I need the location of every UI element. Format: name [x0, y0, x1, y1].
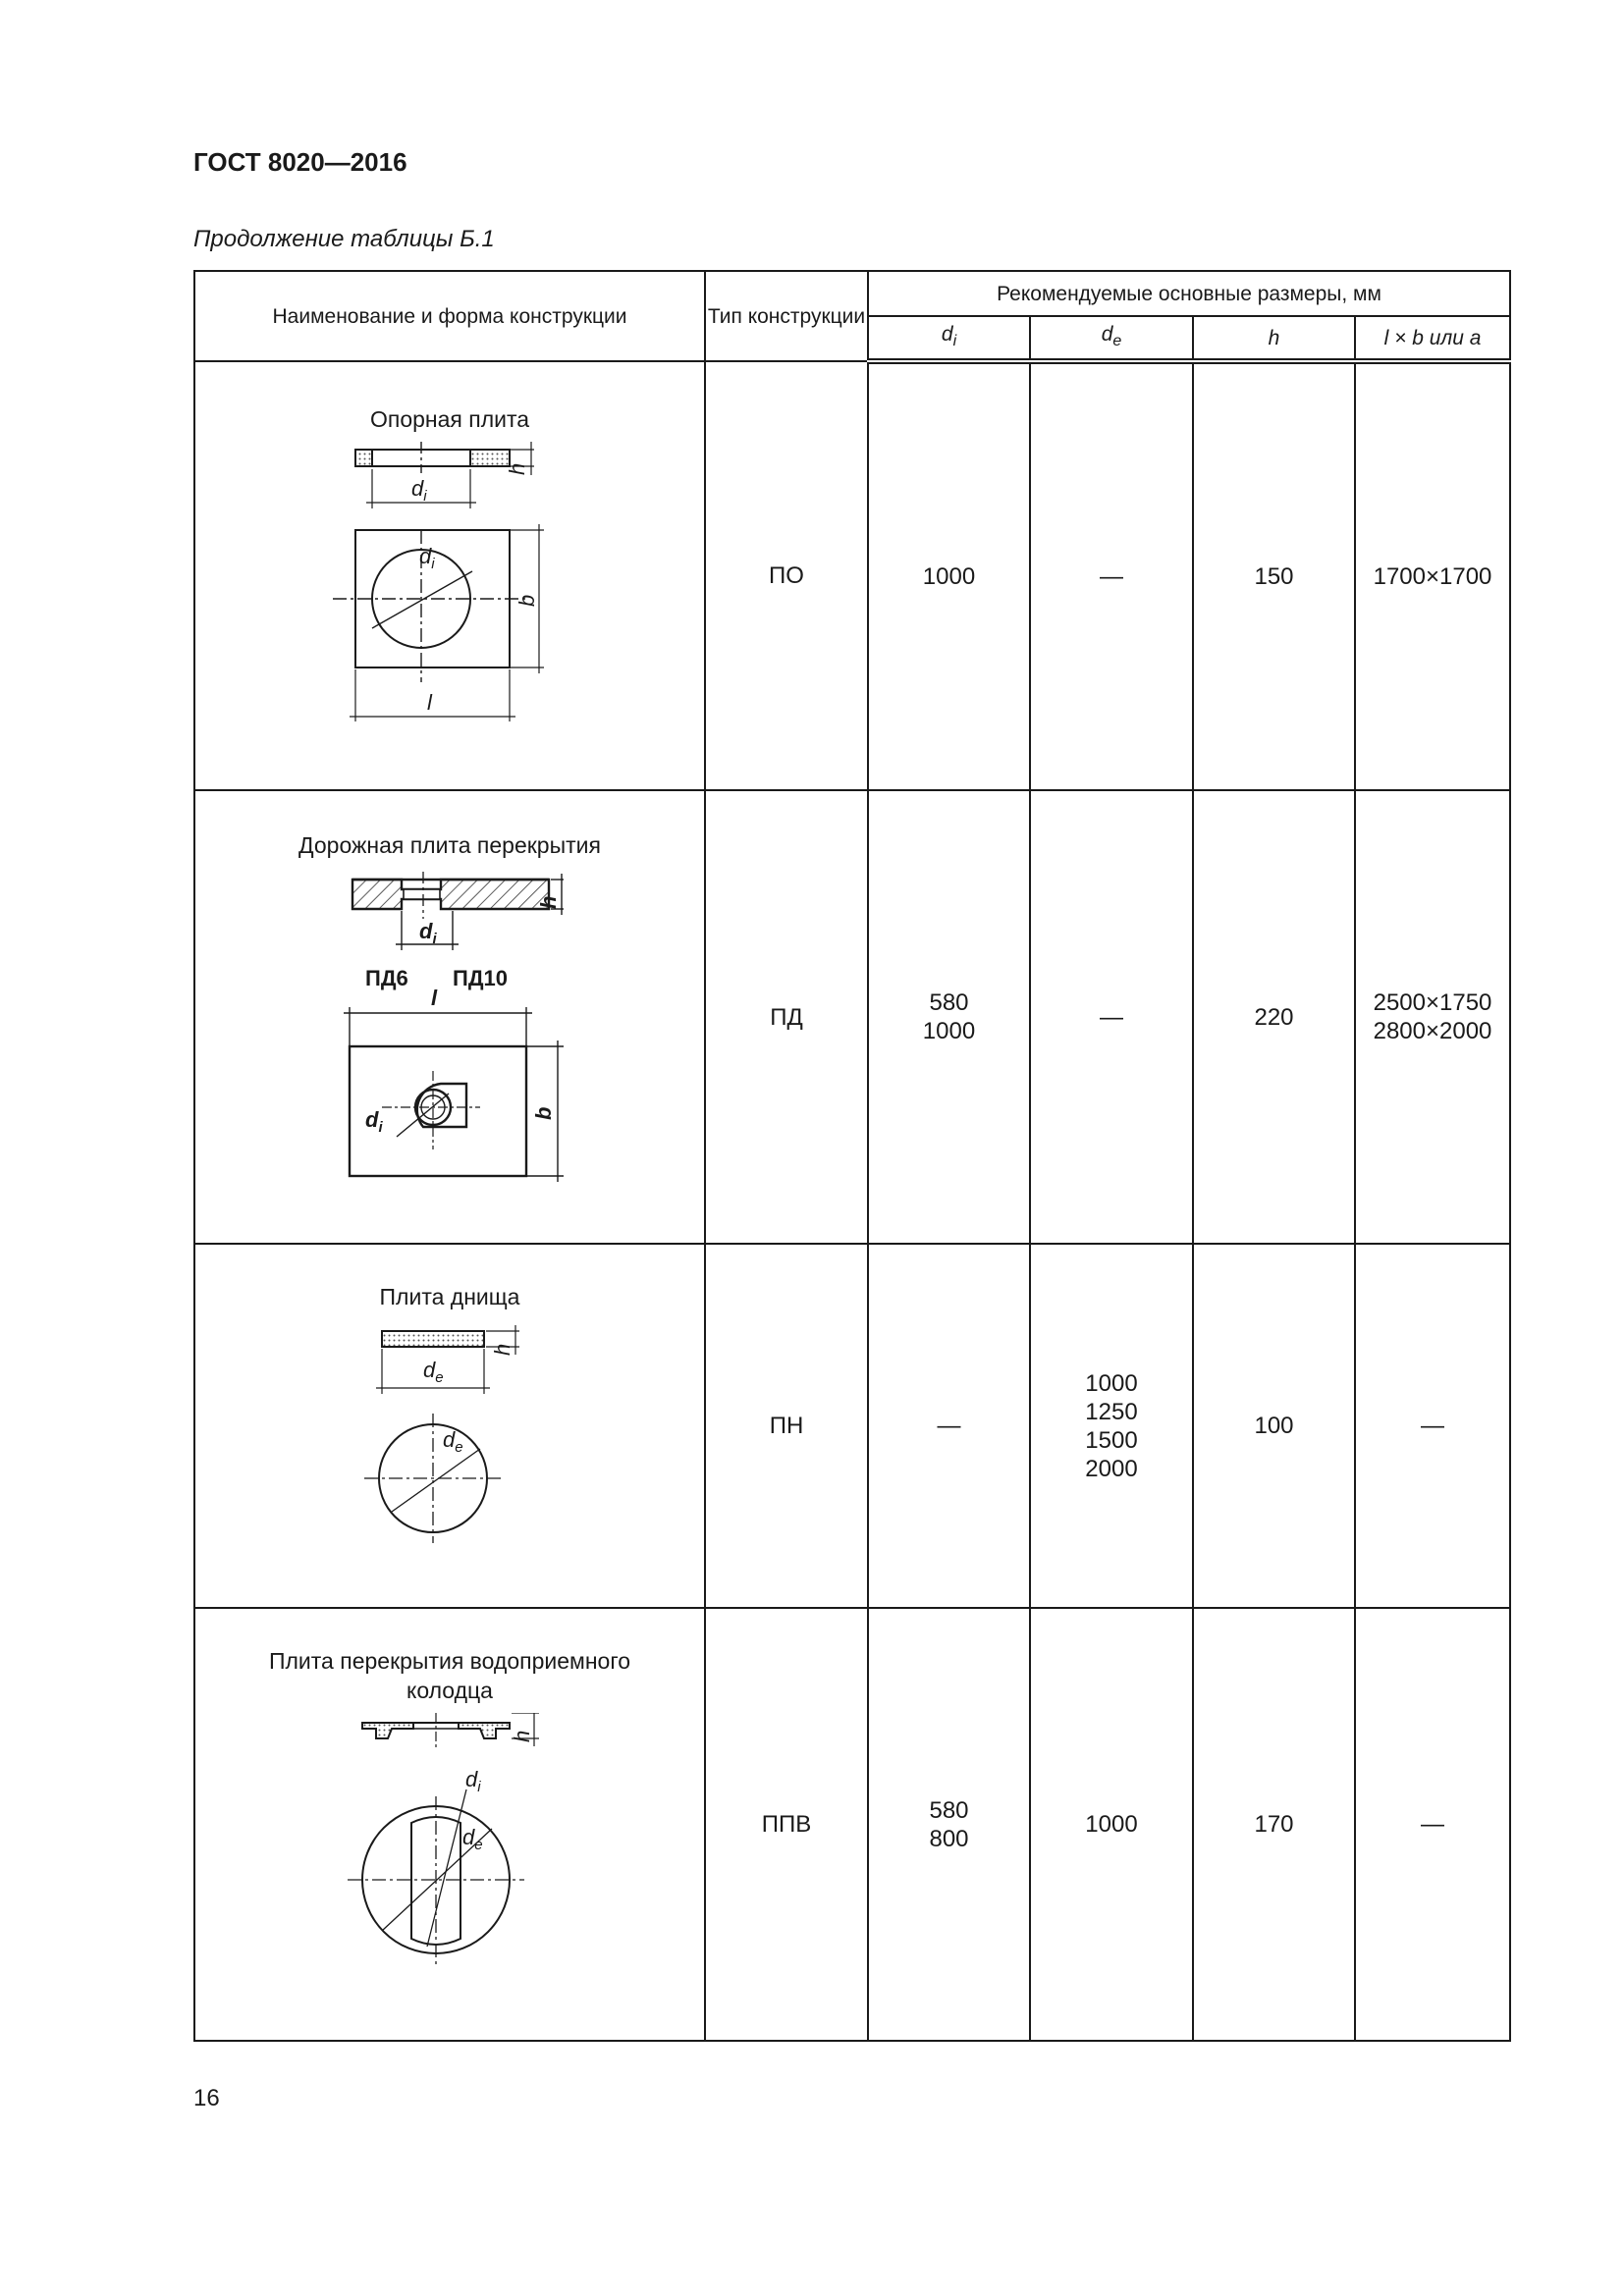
- cell-de: —: [1030, 361, 1193, 790]
- table-caption: Продолжение таблицы Б.1: [193, 226, 495, 252]
- label-h: h: [505, 462, 529, 475]
- dimensions-table: [193, 270, 1511, 2042]
- table-row: [194, 1244, 1510, 1608]
- item-name: Опорная плита: [369, 406, 530, 432]
- label-de-plan: $d_e$: [443, 1427, 463, 1456]
- header-de: $d_e$: [1030, 316, 1193, 361]
- cell-di: 580 1000: [868, 790, 1030, 1244]
- table-row: [194, 1608, 1510, 2041]
- cell-h: 220: [1193, 790, 1355, 1244]
- label-di: $d_i$: [465, 1767, 481, 1795]
- cell-h: 170: [1193, 1608, 1355, 2041]
- item-name: Плита перекрытия водоприемного колодца: [268, 1648, 631, 1703]
- cell-di: —: [868, 1244, 1030, 1608]
- item-name: Дорожная плита перекрытия: [298, 832, 601, 858]
- header-dimensions-group: Рекомендуемые основные размеры, мм: [868, 271, 1510, 316]
- cell-de: 1000: [1030, 1608, 1193, 2041]
- cell-lba: 1700×1700: [1355, 361, 1510, 790]
- label-h: h: [490, 1343, 514, 1356]
- item-name: Плита днища: [379, 1284, 520, 1309]
- label-h: h: [536, 895, 561, 909]
- inlet-well-cover-drawing: [195, 1713, 706, 1998]
- cell-name: [194, 361, 705, 790]
- cell-name: [194, 790, 705, 1244]
- cell-lba: —: [1355, 1244, 1510, 1608]
- cell-de: —: [1030, 790, 1193, 1244]
- label-pd10: ПД10: [453, 966, 508, 990]
- header-type: Тип конструкции: [705, 271, 868, 361]
- header-h: h: [1193, 316, 1355, 361]
- cell-type: ПД: [705, 790, 868, 1244]
- label-di-plan: $d_i$: [419, 544, 435, 572]
- label-l: l: [427, 690, 432, 715]
- cell-h: 100: [1193, 1244, 1355, 1608]
- bottom-plate-drawing: [195, 1323, 706, 1569]
- cell-type: ПО: [705, 361, 868, 790]
- label-di: $d_i$: [411, 476, 427, 505]
- label-di: $d_i$: [419, 919, 437, 947]
- label-pd6: ПД6: [365, 966, 408, 990]
- cell-name: [194, 1244, 705, 1608]
- cell-name: [194, 1608, 705, 2041]
- header-lba: l × b или a: [1355, 316, 1510, 361]
- cell-type: ПН: [705, 1244, 868, 1608]
- cell-de: 1000 1250 1500 2000: [1030, 1244, 1193, 1608]
- label-h: h: [510, 1730, 534, 1742]
- table-row: [194, 790, 1510, 1244]
- header-name: Наименование и форма конструкции: [194, 271, 705, 361]
- label-b: b: [531, 1106, 556, 1120]
- page-number: 16: [193, 2085, 220, 2111]
- support-plate-drawing: [195, 442, 706, 766]
- road-cover-slab-drawing: [195, 870, 706, 1223]
- header-di: $d_i$: [868, 316, 1030, 361]
- label-di-plan: $d_i$: [365, 1107, 383, 1136]
- document-title: ГОСТ 8020—2016: [193, 147, 407, 177]
- cell-type: ППВ: [705, 1608, 868, 2041]
- label-de: $d_e$: [462, 1825, 483, 1853]
- cell-h: 150: [1193, 361, 1355, 790]
- label-de: $d_e$: [423, 1358, 444, 1386]
- cell-lba: 2500×1750 2800×2000: [1355, 790, 1510, 1244]
- cell-di: 580 800: [868, 1608, 1030, 2041]
- table-row: [194, 361, 1510, 790]
- cell-di: 1000: [868, 361, 1030, 790]
- label-l: l: [431, 986, 438, 1010]
- cell-lba: —: [1355, 1608, 1510, 2041]
- label-b: b: [514, 594, 539, 607]
